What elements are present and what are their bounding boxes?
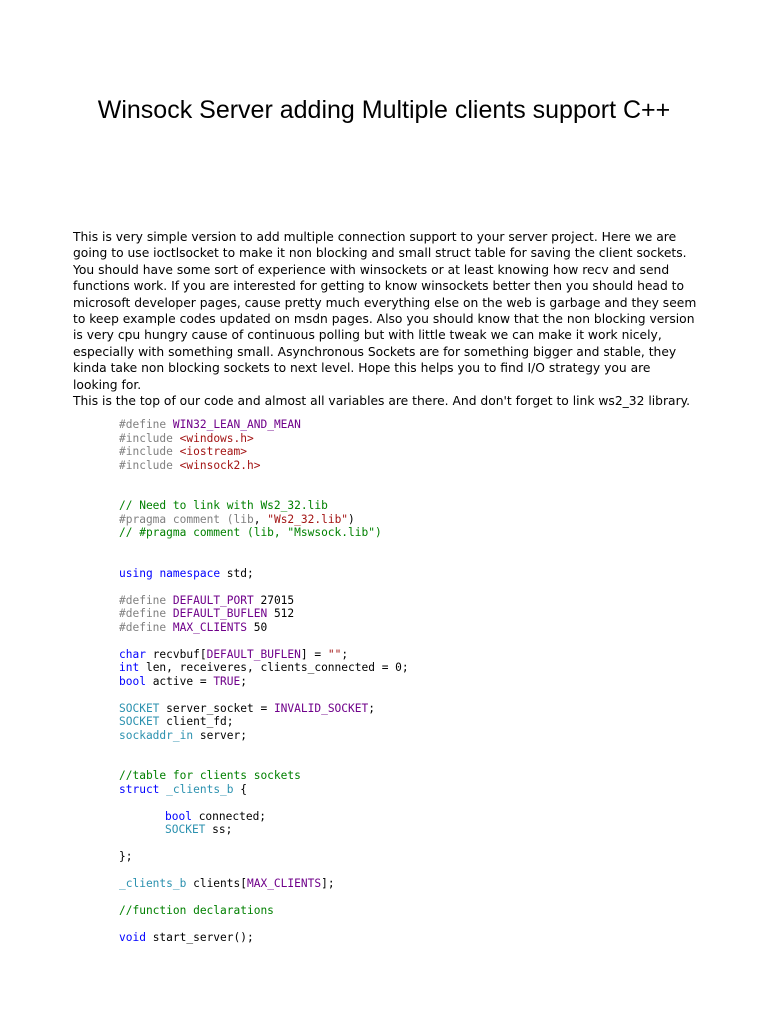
intro-paragraph: This is very simple version to add multiple connection support to your server project. Here we are going to use ioctlsocket to make it non blocking and small struct table for saving the client sockets. You should have some sort of experience with winsockets or at least knowing how recv and send functions work. If you are interested for getting to know winsockets better then you should head to microsoft developer pages, cause pretty much everything else on the web is garbage and they seem to keep example codes updated on msdn pages. Also you should know that the non blocking version is very cpu hungry cause of continuous polling but with little tweak we can make it work nicely, especially with something small. Asynchronous Sockets are for something bigger and stable, they kinda take non blocking sockets to next level. Hope this helps you to find I/O strategy you are looking for.: [73, 230, 697, 392]
code-line: sockaddr_in server;: [119, 728, 247, 742]
code-line: #include <iostream>: [119, 445, 247, 458]
code-line: #define DEFAULT_BUFLEN 512: [119, 607, 295, 620]
code-line: #define DEFAULT_PORT 27015: [119, 593, 295, 607]
code-line: #include <windows.h>: [119, 431, 254, 445]
code-line: using namespace std;: [119, 566, 254, 580]
code-line: bool active = TRUE;: [119, 674, 248, 688]
link-note-paragraph: This is the top of our code and almost all variables are there. And don't forget to link ws2_32 library.: [73, 394, 691, 409]
code-line: struct _clients_b {: [119, 782, 248, 796]
code-line: int len, receiveres, clients_connected = 0;: [119, 661, 409, 674]
code-line: #define MAX_CLIENTS 50: [119, 620, 268, 634]
code-line: #define WIN32_LEAN_AND_MEAN: [119, 418, 301, 431]
code-line: // Need to link with Ws2_32.lib: [119, 499, 328, 512]
code-line: _clients_b clients[MAX_CLIENTS];: [119, 877, 335, 890]
code-line: SOCKET client_fd;: [119, 715, 234, 728]
document-title: Winsock Server adding Multiple clients support C++: [97, 96, 671, 124]
code-line: // #pragma comment (lib, "Mswsock.lib"): [119, 526, 382, 539]
code-line: SOCKET server_socket = INVALID_SOCKET;: [119, 701, 375, 715]
code-line: };: [119, 850, 133, 863]
code-line: char recvbuf[DEFAULT_BUFLEN] = "";: [119, 647, 349, 661]
code-line: #pragma comment (lib, "Ws2_32.lib"): [119, 512, 355, 526]
intro-text: [73, 229, 698, 409]
code-line: //function declarations: [119, 904, 274, 917]
code-line: SOCKET ss;: [165, 823, 233, 836]
code-line: //table for clients sockets: [119, 769, 301, 782]
code-line: #include <winsock2.h>: [119, 458, 261, 472]
code-line: bool connected;: [165, 809, 267, 823]
code-block: [119, 418, 409, 945]
code-line: void start_server();: [119, 931, 254, 944]
